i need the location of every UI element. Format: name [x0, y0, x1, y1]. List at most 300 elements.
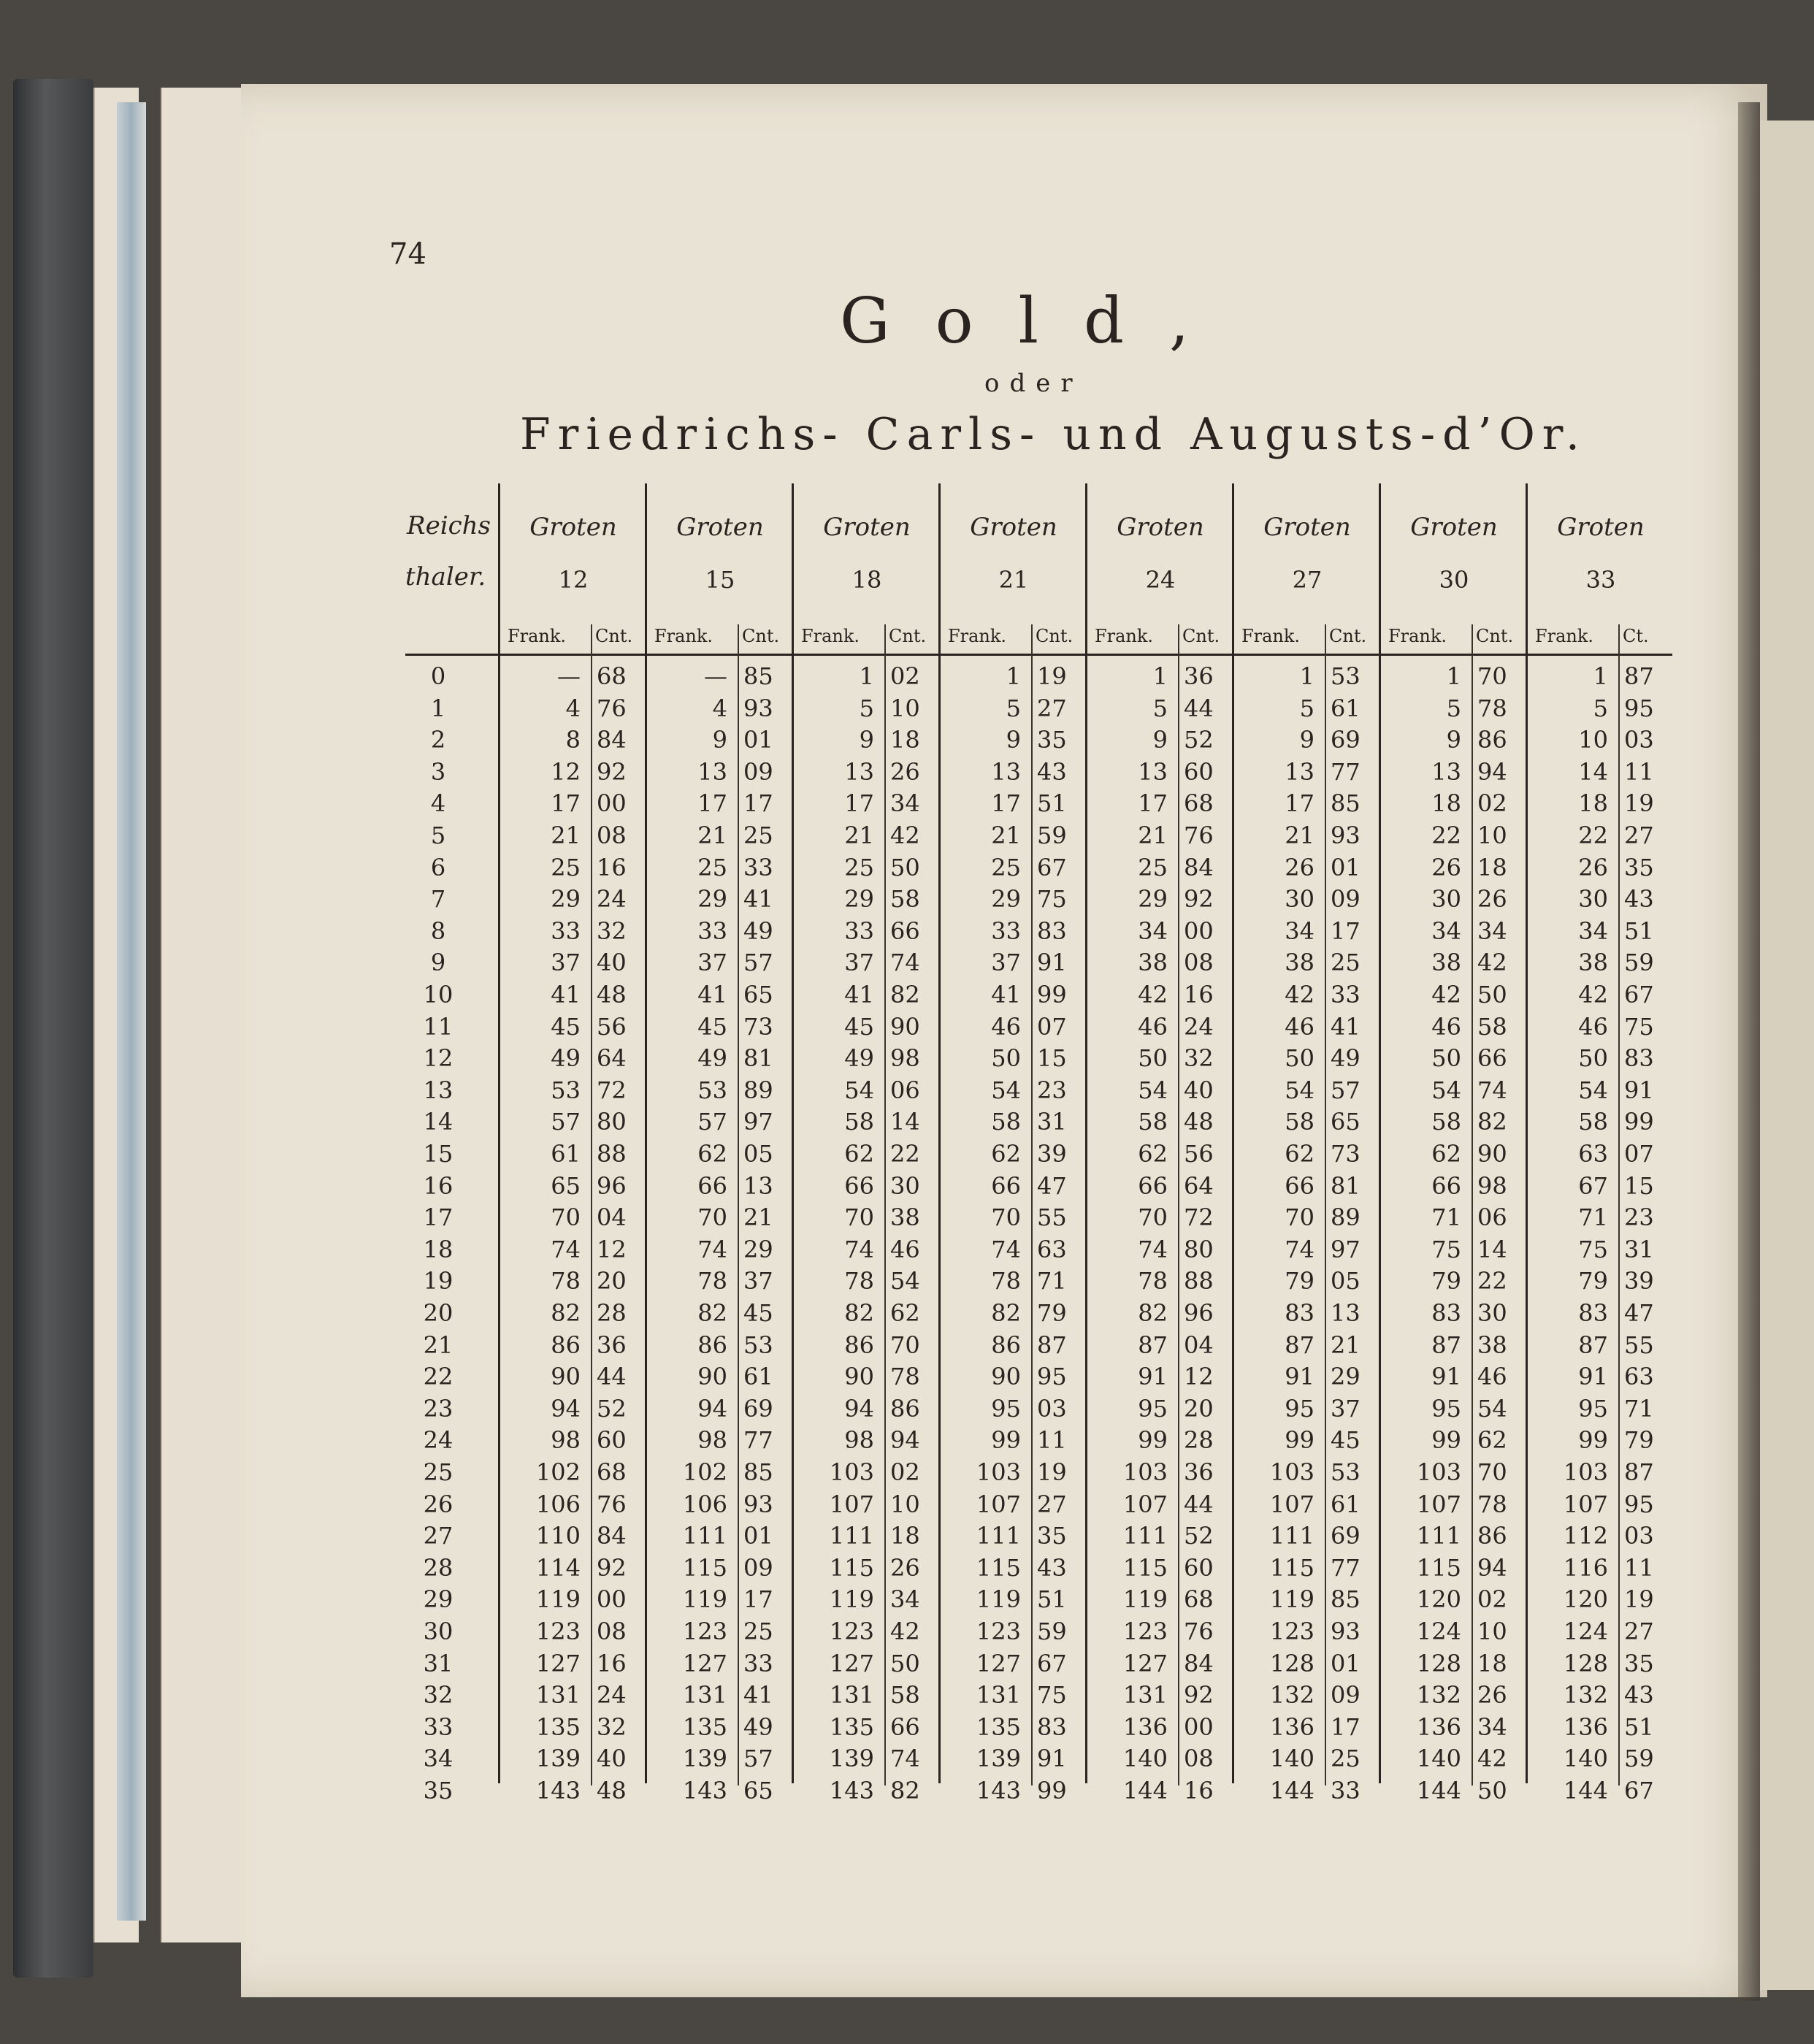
frank-cell: 82 [991, 1299, 1021, 1327]
frank-cell: 53 [551, 1076, 581, 1104]
frank-cell: 13 [697, 757, 727, 786]
cents-cell: 06 [1477, 1203, 1507, 1232]
frank-cell: 65 [551, 1171, 581, 1200]
frank-cell: 119 [1269, 1585, 1314, 1614]
frank-cell: 90 [697, 1363, 727, 1391]
cents-cell: 34 [890, 1585, 920, 1614]
reichsthaler-value: 27 [423, 1522, 454, 1550]
frank-cell: 50 [1578, 1044, 1608, 1073]
cents-cell: 34 [1477, 916, 1507, 945]
frank-cell: 42 [1138, 981, 1168, 1008]
cents-cell: 86 [890, 1394, 920, 1423]
cents-cell: 28 [1184, 1426, 1214, 1455]
cents-cell: 18 [890, 726, 920, 754]
frank-cell: 74 [551, 1235, 581, 1263]
cents-cell: 26 [890, 757, 920, 786]
table-row [405, 1013, 1672, 1044]
page-title: Gold, [840, 285, 1235, 358]
cents-cell: 02 [1477, 1585, 1507, 1614]
frank-cell: 42 [1431, 981, 1461, 1008]
cents-cell: 76 [1184, 822, 1214, 849]
frank-cell: 127 [535, 1649, 581, 1677]
cents-cell: 35 [1624, 1649, 1654, 1677]
frank-cell: 5 [1446, 694, 1461, 722]
cents-cell: 33 [743, 1649, 773, 1677]
frank-cell: 21 [1285, 822, 1314, 849]
frank-cell: 87 [1285, 1331, 1314, 1359]
cents-cell: 70 [1477, 662, 1507, 690]
cents-cell: 08 [1184, 949, 1214, 977]
sub-header-cents: Cnt. [1329, 626, 1367, 646]
frank-cell: 46 [1285, 1012, 1314, 1041]
page-subtitle: oder [984, 369, 1083, 398]
cents-cell: 68 [1184, 789, 1214, 818]
frank-cell: 103 [1416, 1458, 1461, 1486]
reichsthaler-value: 4 [430, 789, 446, 818]
cents-cell: 89 [743, 1076, 773, 1104]
cents-cell: 79 [1037, 1299, 1067, 1327]
cents-cell: 80 [1184, 1235, 1214, 1263]
facing-page-edge [1760, 120, 1814, 1990]
cents-cell: 70 [1477, 1458, 1507, 1486]
frank-cell: 78 [844, 1267, 874, 1295]
frank-cell: 115 [976, 1553, 1021, 1582]
row-header-line2: thaler. [405, 562, 486, 592]
frank-cell: 79 [1285, 1267, 1314, 1295]
frank-cell: 9 [1299, 726, 1314, 754]
cents-cell: 44 [597, 1363, 627, 1391]
frank-cell: 98 [844, 1426, 874, 1455]
reichsthaler-value: 14 [423, 1108, 454, 1136]
frank-cell: 87 [1578, 1331, 1608, 1359]
frank-cell: 98 [697, 1426, 727, 1455]
reichsthaler-value: 20 [423, 1299, 454, 1327]
frank-cell: 74 [697, 1235, 727, 1263]
frank-cell: 26 [1578, 853, 1608, 881]
frank-cell: 25 [1138, 853, 1168, 881]
frank-cell: 42 [1285, 981, 1314, 1008]
cents-cell: 20 [597, 1267, 627, 1295]
cents-cell: 02 [890, 662, 920, 690]
frank-cell: 66 [1285, 1171, 1314, 1200]
cents-cell: 08 [597, 822, 627, 849]
frank-cell: 17 [991, 789, 1021, 818]
cents-cell: 42 [890, 1618, 920, 1645]
frank-cell: 82 [697, 1299, 727, 1327]
frank-cell: 124 [1416, 1618, 1461, 1645]
frank-cell: 95 [1285, 1394, 1314, 1423]
frank-cell: 136 [1269, 1712, 1314, 1741]
cents-cell: 10 [890, 1490, 920, 1518]
cents-cell: 63 [1037, 1235, 1067, 1263]
reichsthaler-value: 11 [423, 1012, 454, 1041]
cents-cell: 42 [1477, 1745, 1507, 1773]
cents-cell: 35 [1037, 726, 1067, 754]
frank-cell: 99 [1138, 1426, 1168, 1455]
cents-cell: 79 [1624, 1426, 1654, 1455]
cents-cell: 21 [743, 1203, 773, 1232]
table-row [405, 789, 1672, 821]
frank-cell: 46 [1431, 1012, 1461, 1041]
cents-cell: 61 [743, 1363, 773, 1391]
cents-cell: 19 [1624, 1585, 1654, 1614]
cents-cell: 52 [597, 1394, 627, 1423]
cents-cell: 51 [1624, 1712, 1654, 1741]
frank-cell: 95 [1138, 1394, 1168, 1423]
cents-cell: 27 [1037, 1490, 1067, 1518]
table-row [405, 758, 1672, 789]
reichsthaler-value: 3 [430, 757, 446, 786]
cents-cell: 81 [1331, 1171, 1360, 1200]
cents-cell: 36 [597, 1331, 627, 1359]
cents-cell: 16 [1184, 981, 1214, 1008]
cents-cell: 53 [1331, 1458, 1360, 1486]
cents-cell: 84 [597, 726, 627, 754]
cents-cell: 40 [1184, 1076, 1214, 1104]
row-header-line1: Reichs [407, 511, 491, 540]
frank-cell: 58 [991, 1108, 1021, 1136]
group-label: Groten [823, 513, 911, 542]
frank-cell: 33 [991, 916, 1021, 945]
frank-cell: 62 [1285, 1140, 1314, 1168]
cents-cell: 28 [597, 1299, 627, 1327]
cents-cell: 50 [890, 853, 920, 881]
frank-cell: 127 [1122, 1649, 1168, 1677]
cents-cell: 67 [1624, 1777, 1654, 1804]
frank-cell: 94 [844, 1394, 874, 1423]
frank-cell: 87 [1431, 1331, 1461, 1359]
cents-cell: 94 [1477, 1553, 1507, 1582]
cents-cell: 03 [1624, 1522, 1654, 1550]
table-row [405, 1172, 1672, 1203]
cents-cell: 59 [1624, 949, 1654, 977]
cents-cell: 44 [1184, 1490, 1214, 1518]
cents-cell: 49 [1331, 1044, 1360, 1073]
cents-cell: 99 [1037, 1777, 1067, 1804]
cents-cell: 66 [890, 1712, 920, 1741]
frank-cell: 13 [1431, 757, 1461, 786]
cents-cell: 14 [1477, 1235, 1507, 1263]
frank-cell: 120 [1563, 1585, 1608, 1614]
cents-cell: 49 [743, 1712, 773, 1741]
cents-cell: 29 [1331, 1363, 1360, 1391]
cents-cell: 11 [1624, 757, 1654, 786]
frank-cell: 30 [1285, 885, 1314, 914]
frank-cell: 135 [682, 1712, 727, 1741]
cents-cell: 11 [1624, 1553, 1654, 1582]
frank-cell: 9 [1152, 726, 1168, 754]
cents-cell: 72 [597, 1076, 627, 1104]
cents-cell: 56 [597, 1012, 627, 1041]
cents-cell: 23 [1037, 1076, 1067, 1104]
cents-cell: 23 [1624, 1203, 1654, 1232]
frank-cell: 86 [551, 1331, 581, 1359]
cents-cell: 91 [1037, 1745, 1067, 1773]
frank-cell: 115 [1122, 1553, 1168, 1582]
table-row [405, 1554, 1672, 1585]
sub-header-frank: Frank. [1388, 626, 1447, 646]
sub-header-cents: Cnt. [742, 626, 780, 646]
frank-cell: 143 [535, 1777, 581, 1804]
group-value: 18 [851, 566, 882, 594]
frank-cell: 139 [535, 1745, 581, 1773]
frank-cell: 37 [991, 949, 1021, 977]
frank-cell: 57 [697, 1108, 727, 1136]
frank-cell: 111 [1269, 1522, 1314, 1550]
cents-cell: 16 [1184, 1777, 1214, 1804]
frank-cell: 13 [1285, 757, 1314, 786]
cents-cell: 00 [597, 789, 627, 818]
group-value: 21 [998, 566, 1029, 594]
frank-cell: 1 [859, 662, 874, 690]
cents-cell: 92 [1184, 1681, 1214, 1710]
reichsthaler-value: 12 [423, 1044, 454, 1073]
cents-cell: 18 [1477, 853, 1507, 881]
frank-cell: 116 [1563, 1553, 1608, 1582]
group-value: 12 [558, 566, 589, 594]
cents-cell: 25 [743, 1618, 773, 1645]
reichsthaler-value: 21 [423, 1331, 454, 1359]
frank-cell: 78 [697, 1267, 727, 1295]
frank-cell: 128 [1563, 1649, 1608, 1677]
reichsthaler-value: 31 [423, 1649, 454, 1677]
cents-cell: 69 [1331, 726, 1360, 754]
frank-cell: 54 [844, 1076, 874, 1104]
cents-cell: 60 [597, 1426, 627, 1455]
table-row [405, 1745, 1672, 1776]
cents-cell: 74 [890, 949, 920, 977]
frank-cell: 95 [1431, 1394, 1461, 1423]
cents-cell: 82 [890, 981, 920, 1008]
cents-cell: 10 [1477, 1618, 1507, 1645]
frank-cell: 111 [976, 1522, 1021, 1550]
frank-cell: 123 [682, 1618, 727, 1645]
table-row [405, 1203, 1672, 1235]
cents-cell: 19 [1624, 789, 1654, 818]
cents-cell: 07 [1037, 1012, 1067, 1041]
frank-cell: 135 [976, 1712, 1021, 1741]
reichsthaler-value: 13 [423, 1076, 454, 1104]
frank-cell: 112 [1563, 1522, 1608, 1550]
cents-cell: 84 [1184, 853, 1214, 881]
cents-cell: 24 [1184, 1012, 1214, 1041]
cents-cell: 98 [1477, 1171, 1507, 1200]
frank-cell: 17 [1138, 789, 1168, 818]
cents-cell: 18 [890, 1522, 920, 1550]
cents-cell: 76 [597, 1490, 627, 1518]
cents-cell: 93 [743, 1490, 773, 1518]
frank-cell: 78 [1138, 1267, 1168, 1295]
cents-cell: 15 [1624, 1171, 1654, 1200]
cents-cell: 63 [1624, 1363, 1654, 1391]
frank-cell: 29 [551, 885, 581, 914]
frank-cell: 13 [844, 757, 874, 786]
frank-cell: 33 [551, 916, 581, 945]
cents-cell: 77 [1331, 1553, 1360, 1582]
frank-cell: 29 [844, 885, 874, 914]
frank-cell: 74 [844, 1235, 874, 1263]
cents-cell: 56 [1184, 1140, 1214, 1168]
reichsthaler-value: 0 [430, 662, 446, 690]
cents-cell: 78 [1477, 1490, 1507, 1518]
frank-cell: 123 [1269, 1618, 1314, 1645]
frank-cell: 94 [551, 1394, 581, 1423]
frank-cell: 144 [1122, 1777, 1168, 1804]
frank-cell: 136 [1563, 1712, 1608, 1741]
cents-cell: 61 [1331, 694, 1360, 722]
frank-cell: 38 [1578, 949, 1608, 977]
cents-cell: 44 [1184, 694, 1214, 722]
cents-cell: 15 [1037, 1044, 1067, 1073]
frank-cell: 33 [697, 916, 727, 945]
cents-cell: 09 [743, 1553, 773, 1582]
cents-cell: 31 [1624, 1235, 1654, 1263]
frank-cell: 82 [551, 1299, 581, 1327]
frank-cell: 58 [1285, 1108, 1314, 1136]
frank-cell: 54 [1431, 1076, 1461, 1104]
frank-cell: 131 [829, 1681, 874, 1710]
frank-cell: 102 [682, 1458, 727, 1486]
table-row [405, 1076, 1672, 1108]
frank-cell: 119 [535, 1585, 581, 1614]
frank-cell: 91 [1431, 1363, 1461, 1391]
cents-cell: 04 [597, 1203, 627, 1232]
cents-cell: 88 [597, 1140, 627, 1168]
cents-cell: 13 [743, 1171, 773, 1200]
table-row [405, 1650, 1672, 1681]
cents-cell: 83 [1624, 1044, 1654, 1073]
cents-cell: 58 [890, 885, 920, 914]
table-row [405, 1681, 1672, 1712]
frank-cell: 49 [844, 1044, 874, 1073]
cents-cell: 54 [890, 1267, 920, 1295]
table-row [405, 1585, 1672, 1617]
cents-cell: 99 [1624, 1108, 1654, 1136]
cents-cell: 10 [1477, 822, 1507, 849]
cents-cell: 17 [1331, 1712, 1360, 1741]
group-label: Groten [529, 513, 617, 542]
cents-cell: 50 [1477, 1777, 1507, 1804]
table-row [405, 662, 1672, 694]
cents-cell: 35 [1624, 853, 1654, 881]
cents-cell: 87 [1037, 1331, 1067, 1359]
frank-cell: 62 [697, 1140, 727, 1168]
cents-cell: 43 [1624, 1681, 1654, 1710]
cents-cell: 33 [1331, 1777, 1360, 1804]
cents-cell: 48 [1184, 1108, 1214, 1136]
frank-cell: 62 [1138, 1140, 1168, 1168]
cents-cell: 74 [1477, 1076, 1507, 1104]
cents-cell: 25 [743, 822, 773, 849]
cents-cell: 01 [1331, 1649, 1360, 1677]
frank-cell: 49 [697, 1044, 727, 1073]
cents-cell: 84 [1184, 1649, 1214, 1677]
frank-cell: 29 [697, 885, 727, 914]
sub-header-cents: Cnt. [1476, 626, 1514, 646]
cents-cell: 37 [1331, 1394, 1360, 1423]
frank-cell: 115 [682, 1553, 727, 1582]
cents-cell: 92 [597, 1553, 627, 1582]
cents-cell: 53 [1331, 662, 1360, 690]
cents-cell: 39 [1624, 1267, 1654, 1295]
frank-cell: 139 [682, 1745, 727, 1773]
frank-cell: 46 [1138, 1012, 1168, 1041]
reichsthaler-value: 17 [423, 1203, 454, 1232]
cents-cell: 25 [1331, 949, 1360, 977]
frank-cell: 18 [1578, 789, 1608, 818]
cents-cell: 57 [743, 949, 773, 977]
frank-cell: 14 [1578, 757, 1608, 786]
frank-cell: 140 [1122, 1745, 1168, 1773]
cents-cell: 12 [1184, 1363, 1214, 1391]
cents-cell: 33 [1331, 981, 1360, 1008]
frank-cell: 5 [859, 694, 874, 722]
frank-cell: 1 [1446, 662, 1461, 690]
cents-cell: 50 [1477, 981, 1507, 1008]
cents-cell: 69 [743, 1394, 773, 1423]
frank-cell: 91 [1578, 1363, 1608, 1391]
frank-cell: 107 [1122, 1490, 1168, 1518]
cents-cell: 22 [1477, 1267, 1507, 1295]
frank-cell: 29 [991, 885, 1021, 914]
frank-cell: 123 [535, 1618, 581, 1645]
frank-cell: 111 [682, 1522, 727, 1550]
frank-cell: 1 [1006, 662, 1021, 690]
cents-cell: 83 [1037, 916, 1067, 945]
frank-cell: 71 [1431, 1203, 1461, 1232]
frank-cell: 127 [682, 1649, 727, 1677]
cents-cell: 49 [743, 916, 773, 945]
reichsthaler-value: 2 [430, 726, 446, 754]
cents-cell: 32 [1184, 1044, 1214, 1073]
frank-cell: 90 [551, 1363, 581, 1391]
cents-cell: 26 [1477, 1681, 1507, 1710]
frank-cell: 34 [1285, 916, 1314, 945]
cents-cell: 05 [1331, 1267, 1360, 1295]
cents-cell: 75 [1037, 1681, 1067, 1710]
cents-cell: 91 [1624, 1076, 1654, 1104]
frank-cell: 53 [697, 1076, 727, 1104]
frank-cell: 95 [1578, 1394, 1608, 1423]
cents-cell: 13 [1331, 1299, 1360, 1327]
sub-header-cents: Cnt. [1036, 626, 1074, 646]
frank-cell: 99 [991, 1426, 1021, 1455]
table-row [405, 1044, 1672, 1076]
frank-cell: 140 [1269, 1745, 1314, 1773]
frank-cell: 5 [1152, 694, 1168, 722]
reichsthaler-value: 29 [423, 1585, 454, 1614]
frank-cell: 58 [1578, 1108, 1608, 1136]
cents-cell: 07 [1624, 1140, 1654, 1168]
table-row [405, 1299, 1672, 1331]
frank-cell: 119 [829, 1585, 874, 1614]
cents-cell: 32 [597, 916, 627, 945]
frank-cell: 29 [1138, 885, 1168, 914]
frank-cell: 9 [712, 726, 727, 754]
cents-cell: 19 [1037, 1458, 1067, 1486]
cents-cell: 32 [597, 1712, 627, 1741]
frank-cell: 75 [1578, 1235, 1608, 1263]
group-value: 24 [1145, 566, 1176, 594]
frank-cell: 119 [682, 1585, 727, 1614]
cents-cell: 76 [1184, 1618, 1214, 1645]
cents-cell: 16 [597, 1649, 627, 1677]
cents-cell: 34 [1477, 1712, 1507, 1741]
reichsthaler-value: 22 [423, 1363, 454, 1391]
frank-cell: 91 [1138, 1363, 1168, 1391]
reichsthaler-value: 30 [423, 1618, 454, 1645]
frank-cell: 94 [697, 1394, 727, 1423]
